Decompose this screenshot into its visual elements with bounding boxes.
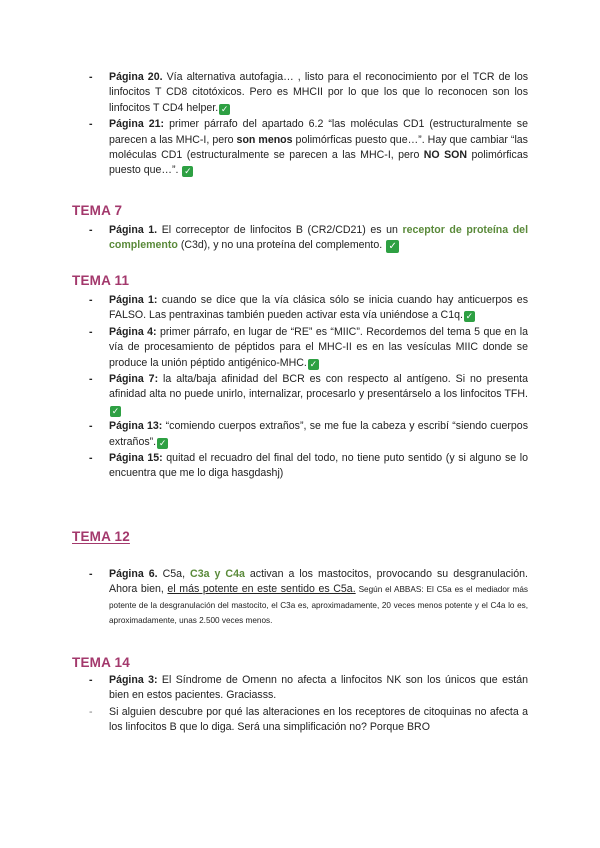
section-heading: TEMA 14 [72, 655, 130, 670]
page-ref: Página 3: [109, 674, 158, 686]
bullet-dash: - [89, 373, 93, 386]
section-heading: TEMA 7 [72, 203, 123, 218]
bullet-dash: - [89, 452, 93, 465]
item-text: primer párrafo, en lugar de “RE” es “MIIC”. Recordemos del tema 5 que en la vía de procesamiento de péptidos para el MHC-II es en las vesículas MIIC donde se produce la unión péptido antigénico-MHC. [109, 325, 528, 369]
page-ref: Página 20. [109, 71, 163, 83]
check-icon: ✓ [220, 103, 229, 114]
item-text: Vía alternativa autofagia… , listo para el reconocimiento por el TCR de los linfocitos T CD8 citotóxicos. Pero es MHCII por lo que los que lo reconocen son los linfocitos T CD4 helper. [109, 71, 529, 114]
emphasis-text: NO SON [423, 149, 468, 162]
list-item [72, 293, 528, 324]
list-item [72, 325, 528, 371]
item-text: primer párrafo del apartado 6.2 “las moléculas CD1 (estructuralmente se parecen a las MHC-I, pero [109, 118, 528, 146]
item-text: El Síndrome de Omenn no afecta a linfocitos NK son los únicos que están bien en estos pacientes. Graciasss. [109, 674, 528, 702]
page-ref: Página 6. [109, 568, 158, 580]
tema-11-list [0, 293, 528, 483]
item-text: polimórficas puesto que…”. Hay que cambiar “las moléculas CD1 (estructuralmente se parecen a las MHC-I, pero [109, 133, 528, 162]
bullet-dash: - [89, 705, 93, 718]
list-item [72, 117, 528, 179]
bullet-dash: - [89, 294, 93, 306]
bullet-dash: - [89, 118, 93, 131]
tema-12-list [0, 567, 528, 630]
list-item [72, 673, 528, 704]
intro-section [0, 70, 600, 180]
section-heading: TEMA 12 [72, 529, 130, 544]
list-item [72, 451, 528, 482]
tema-7-list [0, 223, 528, 255]
bullet-dash: - [89, 420, 93, 433]
check-icon: ✓ [386, 240, 399, 253]
item-text: quitad el recuadro del final del todo, no tiene puto sentido (y si alguno se lo encuentra que me lo diga hasgdashj) [109, 452, 528, 480]
item-text: activan a los mastocitos, provocando su desgranulación. Ahora bien, [109, 568, 529, 596]
check-icon: ✓ [309, 358, 318, 369]
list-item [72, 372, 528, 418]
tema-14-list [0, 673, 528, 737]
bullet-dash: - [89, 71, 93, 83]
check-icon: ✓ [111, 405, 120, 416]
emphasis-text: son menos [236, 133, 293, 146]
page-ref: Página 21: [109, 118, 165, 131]
citation-text: Según el ABBAS: El C5a es el mediador más potente de la desgranulación del mastocito, el C3a es, aproximadamente, 20 veces menos potente y el C4a lo es, aproximadamente, unas 2.500 veces menos. [109, 585, 528, 626]
page-ref: Página 1: [109, 294, 158, 306]
page-ref: Página 15: [109, 452, 163, 465]
bullet-dash: - [89, 568, 93, 580]
bullet-dash: - [89, 674, 93, 686]
item-text: cuando se dice que la vía clásica sólo se inicia cuando hay anticuerpos es FALSO. Las pentraxinas también pueden activar esta vía uniéndose a C1q. [109, 294, 528, 322]
check-icon: ✓ [184, 166, 192, 177]
item-text: la alta/baja afinidad del BCR es con respecto al antígeno. Si no presenta afinidad alta no puede unirlo, internalizar, procesarlo y presentárselo a los linfocitos TFH. [109, 373, 528, 401]
bullet-dash: - [89, 224, 93, 236]
item-text: Si alguien descubre por qué las alteraciones en los receptores de citoquinas no afecta a los linfocitos B que lo diga. Será una simplificación no? Porque BRO [109, 705, 528, 734]
item-text: “comiendo cuerpos extraños”, se me fue la cabeza y escribí “siendo cuerpos extraños”. [109, 420, 528, 448]
item-text: polimórficas puesto que…”. [109, 149, 529, 177]
list-item [72, 567, 528, 629]
check-icon: ✓ [158, 437, 167, 448]
green-highlight-text: C3a y C4a [190, 568, 245, 580]
underlined-text: el más potente en este sentido es C5a. [167, 583, 356, 596]
list-item [72, 70, 528, 116]
item-text: C5a, [157, 568, 191, 580]
intro-list [0, 70, 600, 179]
list-item [72, 419, 528, 450]
page-ref: Página 4: [109, 325, 157, 338]
list-item [72, 223, 528, 254]
item-text: (C3d), y no una proteína del complemento. [177, 239, 386, 252]
page-ref: Página 1. [109, 224, 158, 236]
item-text: El correceptor de linfocitos B (CR2/CD21) es un [157, 224, 403, 236]
page-ref: Página 7: [109, 373, 159, 386]
list-item [72, 705, 528, 736]
bullet-dash: - [89, 325, 93, 338]
section-heading: TEMA 11 [72, 273, 130, 288]
page-ref: Página 13: [109, 420, 163, 433]
check-icon: ✓ [465, 311, 474, 322]
green-highlight-text: receptor de proteína del complemento [109, 224, 529, 252]
